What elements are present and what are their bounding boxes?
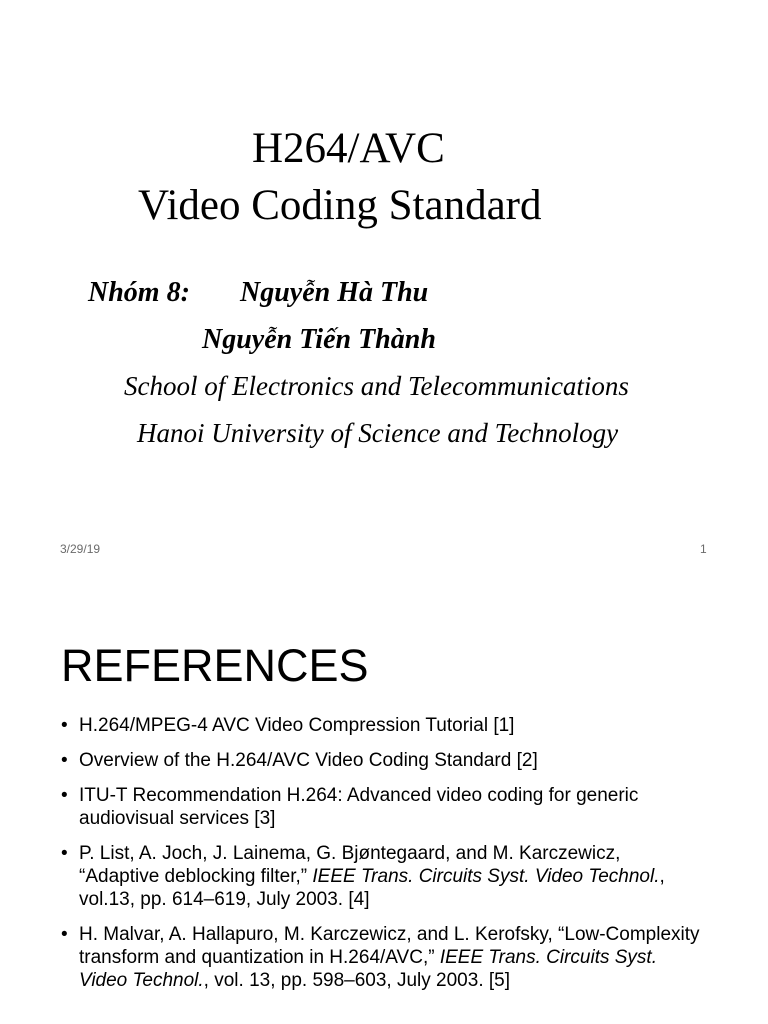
reference-item [61, 784, 701, 830]
reference-text: ITU-T Recommendation H.264: Advanced video coding for generic audiovisual services [3] [79, 785, 639, 829]
reference-item [61, 923, 701, 992]
bullet-icon: • [61, 924, 68, 945]
references-slide [0, 586, 768, 1024]
slide-title-line-1: H264/AVC [252, 125, 445, 172]
reference-text-pre: H. Malvar, A. Hallapuro, M. Karczewicz, and L. Kerofsky, “Low-Complexity transform and quantization in H.264/AVC,” [79, 924, 700, 968]
affiliation-school: School of Electronics and Telecommunications [124, 371, 629, 401]
reference-text-pre: P. List, A. Joch, J. Lainema, G. Bjøntegaard, and M. Karczewicz, “Adaptive deblocking filter,” [79, 843, 621, 887]
reference-text-post: , vol.13, pp. 614–619, July 2003. [4] [79, 866, 665, 910]
author-name-2: Nguyễn Tiến Thành [202, 324, 436, 355]
reference-text-post: , vol. 13, pp. 598–603, July 2003. [5] [203, 970, 511, 991]
references-list [61, 714, 701, 1004]
affiliation-university: Hanoi University of Science and Technology [137, 418, 619, 448]
reference-text: Overview of the H.264/AVC Video Coding Standard [2] [79, 750, 538, 771]
slide-title-line-2: Video Coding Standard [138, 182, 542, 229]
reference-item [61, 714, 701, 737]
author-name-1: Nguyễn Hà Thu [240, 277, 429, 308]
bullet-icon: • [61, 715, 68, 736]
reference-item [61, 749, 701, 772]
slide-footer-date: 3/29/19 [60, 542, 101, 556]
reference-item [61, 842, 701, 911]
group-label: Nhóm 8: [88, 277, 190, 308]
reference-journal: IEEE Trans. Circuits Syst. Video Technol. [312, 866, 660, 887]
slide-page-number: 1 [700, 542, 707, 556]
reference-text: H.264/MPEG-4 AVC Video Compression Tutorial [1] [79, 715, 515, 736]
references-heading: REFERENCES [61, 640, 369, 691]
bullet-icon: • [61, 843, 68, 864]
reference-journal: IEEE Trans. Circuits Syst. Video Technol. [79, 947, 657, 991]
bullet-icon: • [61, 750, 68, 771]
bullet-icon: • [61, 785, 68, 806]
